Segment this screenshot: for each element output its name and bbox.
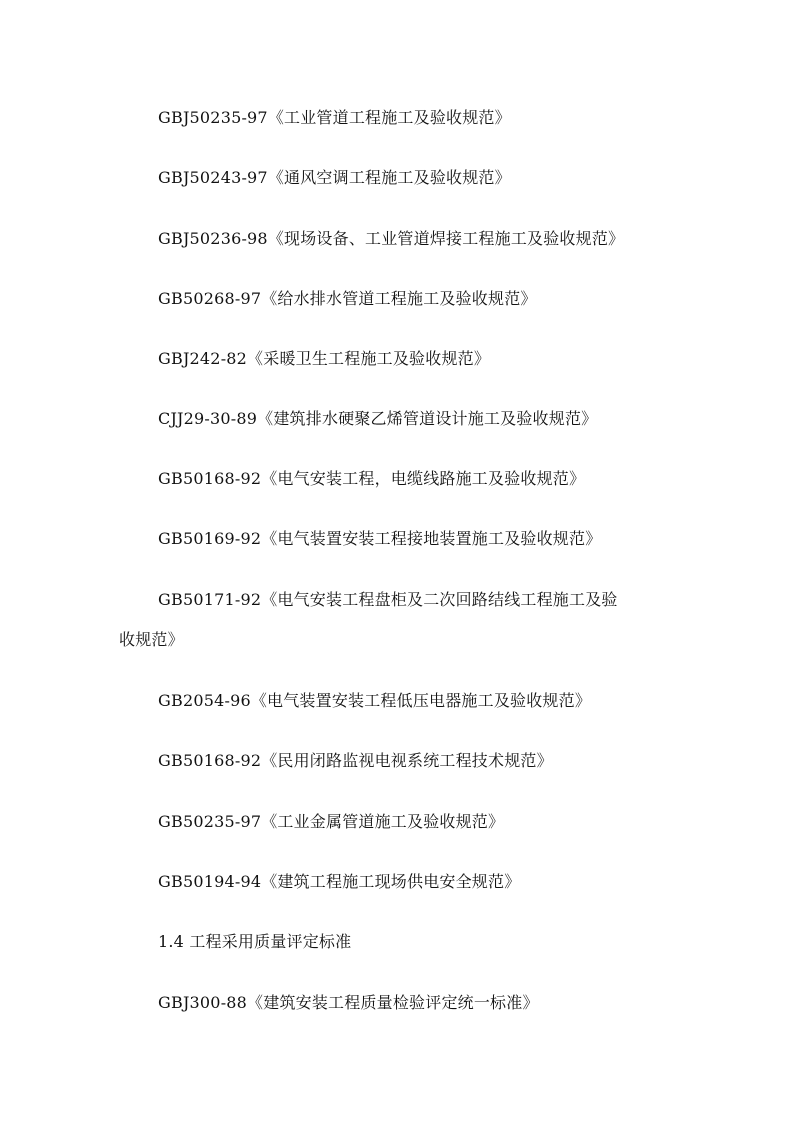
standard-line: GB50268-97《给水排水管道工程施工及验收规范》	[158, 289, 537, 308]
section-heading: 1.4 工程采用质量评定标准	[158, 932, 352, 951]
standard-line: GB50168-92《民用闭路监视电视系统工程技术规范》	[158, 751, 553, 770]
standard-line: GBJ50235-97《工业管道工程施工及验收规范》	[158, 108, 511, 127]
standard-line: GB50169-92《电气装置安装工程接地装置施工及验收规范》	[158, 529, 602, 548]
standard-line: GBJ50243-97《通风空调工程施工及验收规范》	[158, 168, 511, 187]
standard-line: GB50235-97《工业金属管道施工及验收规范》	[158, 812, 505, 831]
standard-line: GB2054-96《电气装置安装工程低压电器施工及验收规范》	[158, 691, 592, 710]
standard-line: GB50194-94《建筑工程施工现场供电安全规范》	[158, 872, 521, 891]
standard-line: GB50171-92《电气安装工程盘柜及二次回路结线工程施工及验	[158, 590, 618, 609]
standard-line-continuation: 收规范》	[119, 630, 184, 649]
standard-line: CJJ29-30-89《建筑排水硬聚乙烯管道设计施工及验收规范》	[158, 409, 598, 428]
standard-line: GBJ50236-98《现场设备、工业管道焊接工程施工及验收规范》	[158, 229, 625, 248]
standard-line: GBJ242-82《采暖卫生工程施工及验收规范》	[158, 349, 491, 368]
standard-line: GBJ300-88《建筑安装工程质量检验评定统一标准》	[158, 993, 539, 1012]
standard-line: GB50168-92《电气安装工程，电缆线路施工及验收规范》	[158, 469, 586, 488]
